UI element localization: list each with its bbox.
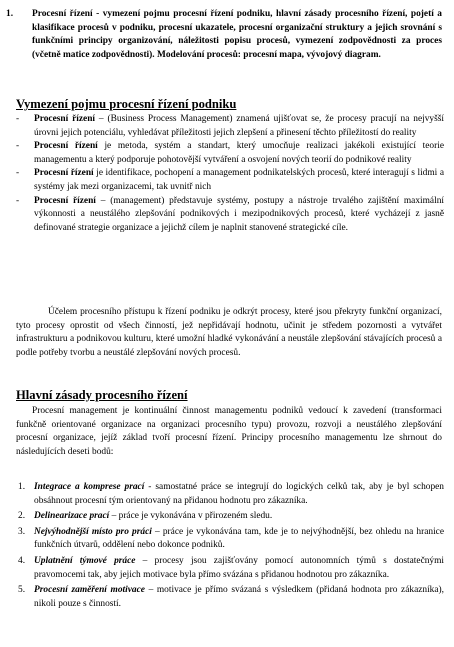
principles-intro-paragraph: Procesní management je kontinuální činnost managementu podniků vedoucí k zavedení (transformaci funkčně orientované organizace na organizaci procesního typu) provozu, rozvoji a neustálého zlepšování procesní organizace, jejíž základ tvoří procesní řízení. Principy procesního managementu lze shrnout do následujících deseti bodů: <box>16 406 442 457</box>
definition-text: – (Business Process Management) znamená ujišťovat se, že procesy pracují na nejvyšší úrovni jejich potenciálu, vyhledávat příležitosti jejich zlepšení a přinesení těchto příležitostí do reality <box>34 114 444 138</box>
definition-item <box>16 113 444 140</box>
principle-term: Uplatnění týmové práce <box>34 555 136 566</box>
principle-text: – práce je vykonávána v přirozeném sledu. <box>109 511 273 522</box>
definition-term: Procesní řízení <box>34 195 96 206</box>
principles-list <box>18 481 444 613</box>
principle-item <box>18 555 444 582</box>
definition-text: je identifikace, pochopení a management podnikatelských procesů, které interagují s lidmi a systémy jak mezi organizacemi, tak uvnitř nich <box>34 168 444 192</box>
principle-text: – procesy jsou zajišťovány pomocí autonomních týmů s dostatečnými pravomocemi tak, aby jejich motivace byla přímo svázána s přidanou hodnotou pro zákazníka. <box>34 555 444 580</box>
principle-term: Delinearizace prací <box>34 511 110 522</box>
definition-item <box>16 140 444 167</box>
principle-item <box>18 526 444 553</box>
principle-item <box>18 584 444 611</box>
principle-term: Nejvýhodnější místo pro práci <box>34 526 152 537</box>
principle-number: 2. <box>18 511 26 522</box>
definition-list <box>16 113 444 235</box>
definition-text: je metoda, systém a standart, který umocňuje realizaci jakékoli existující teorie managementu a který podporuje pohotovější vytváření a osvojení nových teorií do podnikové reality <box>34 141 444 165</box>
definition-text: – (management) představuje systémy, postupy a nástroje trvalého zajištění maximální výkonnosti a neustálého zlepšování podnikových i mezipodnikových procesů, které vycházejí z jasně definované strategie organizace a jejichž cílem je naplnit stanovené strategické cíle. <box>34 195 444 233</box>
bullet-dash: - <box>16 141 20 152</box>
principle-text: - samostatné práce se integrují do logických celků tak, aby je byl schopen obsáhnout procesní tým orientovaný na přidanou hodnotu pro zákazníka. <box>34 482 444 506</box>
principle-term: Procesní zaměření motivace <box>34 585 145 596</box>
principle-number: 4. <box>18 555 26 566</box>
definition-item <box>16 167 444 194</box>
definition-term: Procesní řízení <box>34 168 94 179</box>
principle-text: – motivace je přímo svázaná s výsledkem (přidaná hodnota pro zákazníka), nikoli pouze s činností. <box>34 585 444 609</box>
definition-term: Procesní řízení <box>34 114 96 124</box>
principle-number: 5. <box>18 585 26 596</box>
intro-number: 1. <box>6 9 14 19</box>
principle-item <box>18 510 444 524</box>
bullet-dash: - <box>16 195 20 206</box>
bullet-dash: - <box>16 114 20 124</box>
purpose-paragraph: Účelem procesního přístupu k řízení podniku je odkrýt procesy, které jsou překryty funkční organizací, tyto procesy oprostit od všech činností, jež nepřidávají hodnotu, učinit je středem pozornosti a vytvářet infrastrukturu a podnikovou kulturu, které umožní hladké vykonávání a neustále zlepšování stávajících procesů a podle potřeby tvorbu a neustálé zlepšování nových procesů. <box>16 307 442 358</box>
definition-term: Procesní řízení <box>34 141 98 152</box>
definition-item <box>16 195 444 236</box>
principle-text: – práce je vykonávána tam, kde je to nejvýhodnější, bez ohledu na hranice funkčních útvarů, oddělení nebo dokonce podniků. <box>34 526 444 551</box>
principle-term: Integrace a komprese prací <box>34 482 145 492</box>
principle-number: 1. <box>18 482 26 492</box>
bullet-dash: - <box>16 168 20 179</box>
principle-number: 3. <box>18 526 26 537</box>
principle-item <box>18 481 444 508</box>
section-heading-principles: Hlavní zásady procesního řízení <box>16 388 188 402</box>
intro-text: Procesní řízení - vymezení pojmu procesní řízení podniku, hlavní zásady procesního řízení, pojetí a klasifikace procesů v podniku, procesní ukazatele, procesní organizační struktury a jejich srovnání s funkčními principy organizování, náležitosti popisu procesů, vymezení zodpovědnosti za proces (včetně matice zodpovědnosti). Modelování procesů: procesní mapa, vývojový diagram. <box>32 9 442 60</box>
intro-item <box>6 8 442 62</box>
section-heading-definition: Vymezení pojmu procesní řízení podniku <box>16 97 237 111</box>
